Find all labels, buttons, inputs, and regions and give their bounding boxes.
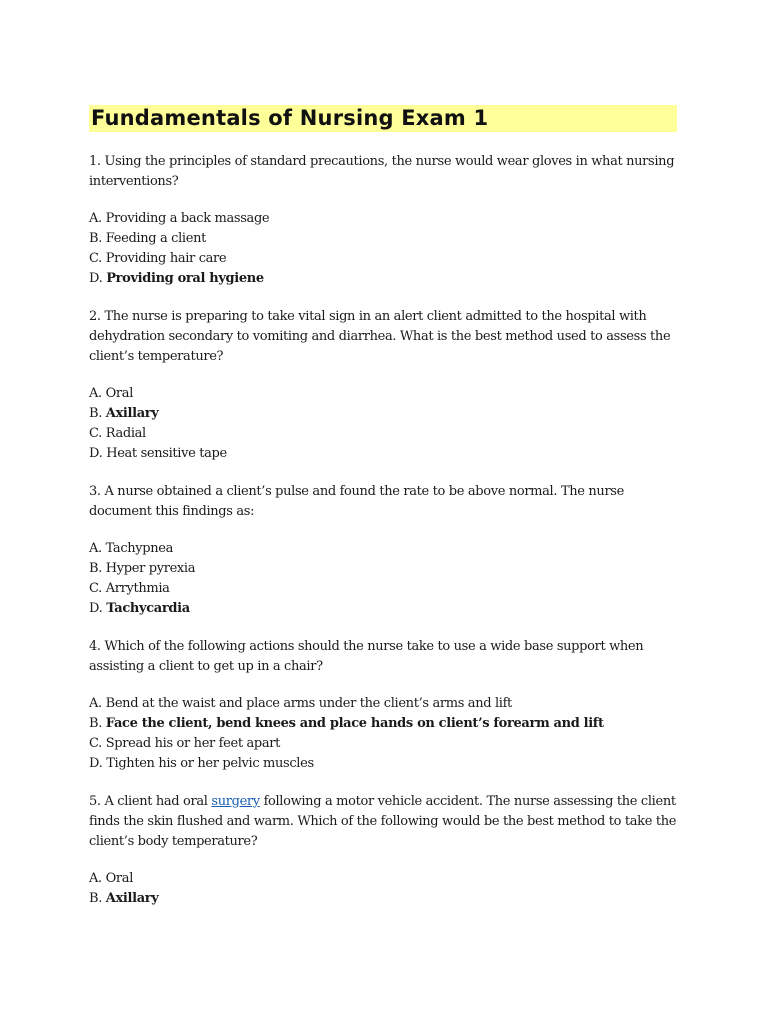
option-text: Tachypnea	[105, 541, 174, 556]
option-a	[89, 694, 679, 714]
option-letter: A.	[89, 871, 102, 886]
correct-answer-text: Axillary	[105, 406, 159, 421]
option-letter: C.	[89, 581, 102, 596]
question-3	[89, 482, 679, 619]
option-text: Providing hair care	[105, 251, 227, 266]
option-b-correct	[89, 714, 679, 734]
option-c	[89, 424, 679, 444]
option-b-correct	[89, 889, 679, 909]
question-4	[89, 637, 679, 774]
option-letter: C.	[89, 736, 102, 751]
option-letter: B.	[89, 561, 102, 576]
option-text: Tighten his or her pelvic muscles	[106, 756, 314, 771]
option-text: Spread his or her feet apart	[105, 736, 280, 751]
option-letter: C.	[89, 426, 102, 441]
question-text: 4. Which of the following actions should the nurse take to use a wide base support when assisting a client to get up in a chair?	[89, 639, 644, 674]
correct-answer-text: Providing oral hygiene	[106, 271, 264, 286]
option-d-correct	[89, 269, 679, 289]
option-letter: A.	[89, 696, 102, 711]
option-b-correct	[89, 404, 679, 424]
option-a	[89, 539, 679, 559]
option-text: Heat sensitive tape	[106, 446, 227, 461]
document-page	[89, 105, 679, 927]
option-text: Oral	[105, 386, 134, 401]
option-letter: B.	[89, 406, 102, 421]
option-letter: D.	[89, 446, 103, 461]
option-d	[89, 444, 679, 464]
question-text	[89, 792, 679, 852]
correct-answer-text: Tachycardia	[106, 601, 190, 616]
option-letter: A.	[89, 211, 102, 226]
option-a	[89, 209, 679, 229]
question-2	[89, 307, 679, 464]
option-b	[89, 559, 679, 579]
option-text: Hyper pyrexia	[105, 561, 196, 576]
option-letter: D.	[89, 271, 103, 286]
option-d-correct	[89, 599, 679, 619]
option-a	[89, 384, 679, 404]
page-title: Fundamentals of Nursing Exam 1	[91, 106, 489, 130]
option-text: Radial	[105, 426, 146, 441]
option-letter: C.	[89, 251, 102, 266]
question-5	[89, 792, 679, 909]
option-letter: A.	[89, 541, 102, 556]
option-c	[89, 249, 679, 269]
question-text: 2. The nurse is preparing to take vital sign in an alert client admitted to the hospital with dehydration secondary to vomiting and diarrhea. What is the best method used to assess the client’s temperature?	[89, 309, 671, 364]
option-c	[89, 579, 679, 599]
question-text-part: 5. A client had oral	[89, 794, 212, 809]
option-text: Oral	[105, 871, 134, 886]
surgery-link[interactable]: surgery	[211, 794, 260, 809]
option-text: Bend at the waist and place arms under the client’s arms and lift	[105, 696, 512, 711]
option-d	[89, 754, 679, 774]
option-letter: B.	[89, 231, 102, 246]
correct-answer-text: Axillary	[105, 891, 159, 906]
option-text: Providing a back massage	[105, 211, 270, 226]
option-a	[89, 869, 679, 889]
question-text: 3. A nurse obtained a client’s pulse and found the rate to be above normal. The nurse document this findings as:	[89, 484, 624, 519]
question-1	[89, 152, 679, 289]
option-c	[89, 734, 679, 754]
question-text: 1. Using the principles of standard precautions, the nurse would wear gloves in what nursing interventions?	[89, 154, 675, 189]
title-highlight	[89, 105, 677, 132]
option-text: Arrythmia	[105, 581, 170, 596]
option-letter: D.	[89, 756, 103, 771]
question-text-part: following a motor vehicle accident. The nurse assessing the client finds the skin flushed and warm. Which of the following would be the best method to take the client’s body temperature?	[89, 794, 677, 849]
option-letter: B.	[89, 891, 102, 906]
option-b	[89, 229, 679, 249]
option-text: Feeding a client	[105, 231, 206, 246]
option-letter: A.	[89, 386, 102, 401]
option-letter: B.	[89, 716, 102, 731]
option-letter: D.	[89, 601, 103, 616]
correct-answer-text: Face the client, bend knees and place hands on client’s forearm and lift	[105, 716, 604, 731]
